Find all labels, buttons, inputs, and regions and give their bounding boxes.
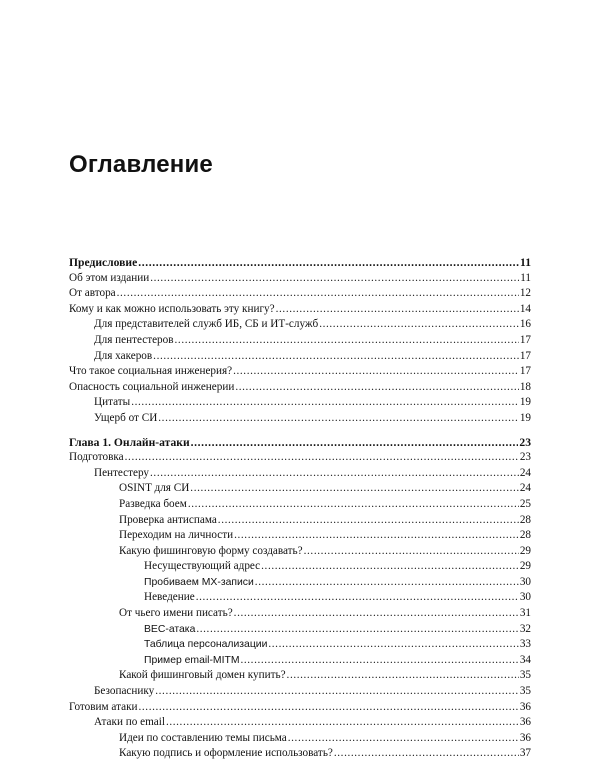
toc-page-number: 18 [519, 380, 531, 393]
toc-entry-row[interactable] [69, 622, 531, 638]
toc-page-number: 29 [519, 560, 531, 573]
toc-entry-row[interactable] [69, 731, 531, 747]
toc-dot-leader [304, 544, 519, 560]
toc-dot-leader [150, 466, 519, 482]
toc-page-number: 28 [519, 529, 531, 542]
toc-entry-row[interactable] [69, 746, 531, 762]
toc-entry-row[interactable] [69, 271, 531, 287]
toc-dot-leader [131, 395, 519, 411]
toc-page-number: 11 [520, 256, 531, 269]
toc-entry-title: Какую фишинговую форму создавать? [119, 544, 303, 557]
toc-entry-title: Атаки по email [94, 716, 165, 729]
toc-page-number: 31 [519, 607, 531, 620]
toc-dot-leader [150, 271, 519, 287]
toc-entry-title: BEC-атака [144, 623, 196, 635]
toc-entry-row[interactable] [69, 700, 531, 716]
toc-page-number: 24 [519, 482, 531, 495]
toc-dot-leader [268, 637, 518, 653]
toc-entry-title: Пентестеру [94, 466, 150, 479]
toc-entry-row[interactable] [69, 544, 531, 560]
toc-entry-row[interactable] [69, 559, 531, 575]
toc-entry-row[interactable] [69, 513, 531, 529]
toc-entry-title: OSINT для СИ [119, 482, 190, 495]
toc-entry-row[interactable] [69, 684, 531, 700]
toc-entry-row[interactable] [69, 349, 531, 365]
toc-dot-leader [287, 668, 519, 684]
toc-page-number: 19 [519, 396, 531, 409]
toc-entry-row[interactable] [69, 333, 531, 349]
toc-dot-leader [138, 255, 519, 271]
toc-entry-title: Переходим на личности [119, 529, 234, 542]
toc-page-number: 35 [519, 669, 531, 682]
toc-dot-leader [191, 435, 519, 451]
toc-entry-title: Какой фишинговый домен купить? [119, 669, 286, 682]
toc-dot-leader [190, 481, 519, 497]
toc-entry-title: Безопаснику [94, 685, 155, 698]
toc-entry-title: Пробиваем MX-записи [144, 576, 254, 588]
toc-entry-title: Об этом издании [69, 271, 150, 284]
toc-dot-leader [234, 528, 519, 544]
toc-entry-row[interactable] [69, 481, 531, 497]
toc-page-number: 11 [520, 271, 531, 284]
toc-page-number: 29 [519, 544, 531, 557]
toc-entry-row[interactable] [69, 575, 531, 591]
toc-dot-leader [255, 575, 519, 591]
toc-entry-title: Предисловие [69, 256, 138, 269]
toc-entry-row[interactable] [69, 590, 531, 606]
toc-dot-leader [153, 349, 519, 365]
toc-entry-title: Для представителей служб ИБ, СБ и ИТ-служб [94, 318, 319, 331]
toc-dot-leader [158, 411, 519, 427]
toc-entry-title: Таблица персонализации [144, 639, 268, 651]
toc-dot-leader [155, 684, 519, 700]
toc-entry-row[interactable] [69, 668, 531, 684]
toc-entry-row[interactable] [69, 715, 531, 731]
toc-dot-leader [166, 715, 519, 731]
toc-page-number: 17 [519, 349, 531, 362]
toc-dot-leader [139, 700, 519, 716]
toc-page-number: 14 [519, 302, 531, 315]
toc-page-number: 36 [519, 731, 531, 744]
toc-entry-title: Разведка боем [119, 497, 187, 510]
toc-entry-row[interactable] [69, 450, 531, 466]
toc-page-number: 35 [519, 685, 531, 698]
toc-page-number: 37 [519, 747, 531, 760]
toc-entry-title: Для хакеров [94, 349, 153, 362]
toc-entry-row[interactable] [69, 317, 531, 333]
toc-page-number: 12 [519, 287, 531, 300]
toc-page-number: 30 [519, 575, 531, 588]
toc-entry-title: Для пентестеров [94, 333, 174, 346]
toc-entry-row[interactable] [69, 637, 531, 653]
toc-entry-row[interactable] [69, 411, 531, 427]
toc-entry-title: Опасность социальной инженерии [69, 380, 235, 393]
toc-entry-title: Подготовка [69, 451, 124, 464]
toc-entry-row[interactable] [69, 364, 531, 380]
toc-dot-leader [334, 746, 519, 762]
table-of-contents [69, 255, 531, 762]
toc-page-number: 17 [519, 333, 531, 346]
toc-entry-title: От автора [69, 287, 116, 300]
toc-entry-row[interactable] [69, 286, 531, 302]
toc-entry-row[interactable] [69, 528, 531, 544]
toc-entry-row[interactable] [69, 395, 531, 411]
toc-page-number: 23 [519, 435, 531, 449]
toc-entry-row[interactable] [69, 653, 531, 669]
toc-chapter-row[interactable] [69, 255, 531, 271]
toc-page-number: 28 [519, 513, 531, 526]
toc-entry-title: Какую подпись и оформление использовать? [119, 747, 333, 760]
toc-page-number: 17 [519, 365, 531, 378]
toc-dot-leader [288, 731, 519, 747]
toc-dot-leader [175, 333, 519, 349]
toc-entry-title: Проверка антиспама [119, 513, 217, 526]
toc-dot-leader [234, 606, 519, 622]
toc-page-number: 24 [519, 466, 531, 479]
toc-entry-row[interactable] [69, 497, 531, 513]
toc-entry-title: Кому и как можно использовать эту книгу? [69, 302, 275, 315]
toc-page-number: 23 [519, 451, 531, 464]
toc-dot-leader [319, 317, 519, 333]
toc-dot-leader [196, 622, 518, 638]
toc-entry-title: Глава 1. Онлайн-атаки [69, 435, 190, 449]
toc-chapter-row[interactable] [69, 435, 531, 451]
toc-entry-row[interactable] [69, 466, 531, 482]
toc-page-number: 16 [519, 318, 531, 331]
toc-entry-title: Идеи по составлению темы письма [119, 731, 287, 744]
toc-entry-row[interactable] [69, 302, 531, 318]
toc-entry-title: Несуществующий адрес [144, 560, 261, 573]
toc-dot-leader [261, 559, 519, 575]
toc-dot-leader [276, 302, 519, 318]
toc-dot-leader [117, 286, 519, 302]
toc-dot-leader [196, 590, 519, 606]
toc-dot-leader [125, 450, 519, 466]
toc-dot-leader [218, 513, 519, 529]
page-title: Оглавление [69, 151, 213, 178]
toc-entry-title: Пример email-MITM [144, 654, 240, 666]
toc-entry-title: Готовим атаки [69, 700, 138, 713]
toc-entry-title: Что такое социальная инженерия? [69, 365, 233, 378]
toc-page-number: 34 [519, 653, 531, 666]
toc-dot-leader [240, 653, 518, 669]
toc-page-number: 32 [519, 622, 531, 635]
toc-page-number: 19 [519, 411, 531, 424]
toc-page-number: 33 [519, 638, 531, 651]
toc-entry-title: Ущерб от СИ [94, 411, 158, 424]
toc-entry-row[interactable] [69, 380, 531, 396]
toc-page-number: 30 [519, 591, 531, 604]
toc-page-number: 36 [519, 716, 531, 729]
toc-entry-title: Неведение [144, 591, 195, 604]
toc-page-number: 36 [519, 700, 531, 713]
toc-dot-leader [188, 497, 519, 513]
toc-entry-row[interactable] [69, 606, 531, 622]
toc-entry-title: Цитаты [94, 396, 131, 409]
toc-dot-leader [233, 364, 519, 380]
toc-dot-leader [235, 380, 519, 396]
toc-page-number: 25 [519, 497, 531, 510]
toc-entry-title: От чьего имени писать? [119, 607, 233, 620]
